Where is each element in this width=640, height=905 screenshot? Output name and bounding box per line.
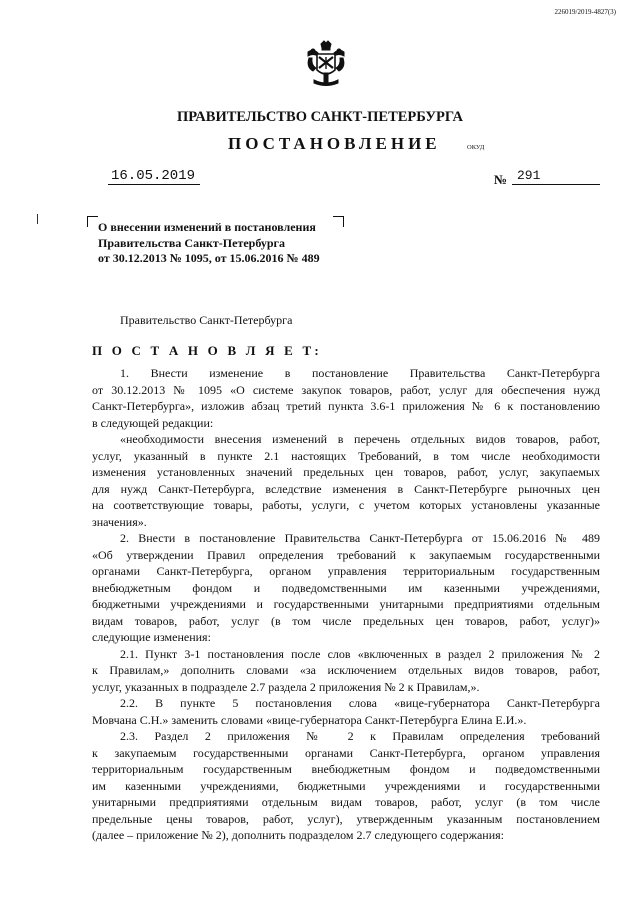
number-label: №	[494, 172, 508, 187]
body-line: 2. Внести в постановление Правительства Санкт-Петербурга от 15.06.2016 № 489	[120, 531, 600, 545]
body-line: бюджетными учреждениями и государственными унитарными предприятиями отдельным	[92, 597, 600, 611]
body-line: 2.3. Раздел 2 приложения № 2 к Правилам определения требований	[120, 729, 600, 743]
body-line: внебюджетным фондом и подведомственными им казенными учреждениями,	[92, 580, 600, 595]
body-line: для нужд Санкт-Петербурга, вследствие изменения в Санкт-Петербурге рыночных цен	[92, 481, 600, 496]
number-underline	[512, 184, 600, 185]
body-line: Санкт-Петербурга», изложив абзац третий пункта 3.6-1 приложения № 6 к постановлению	[92, 399, 600, 413]
body-line: значения».	[92, 514, 147, 529]
body-line: к закупаемым государственными органами Санкт-Петербурга, органом управления	[92, 745, 600, 760]
decree-subject	[98, 220, 320, 267]
body-line: от 30.12.2013 № 1095 «О системе закупок товаров, работ, услуг для обеспечения нужд	[92, 382, 600, 397]
decree-number: 291	[517, 168, 541, 183]
preamble: Правительство Санкт-Петербурга	[120, 313, 293, 327]
body-line: услуг, указанный в пункте 2.1 настоящих Требований, в том числе необходимости	[92, 448, 600, 463]
body-line: следующие изменения:	[92, 630, 211, 644]
subject-line: О внесении изменений в постановления	[98, 220, 316, 234]
body-line: 2.1. Пункт 3-1 постановления после слов «включенных в раздел 2 приложения № 2	[120, 646, 600, 661]
document-code: 226019/2019-4827(3)	[554, 8, 616, 16]
body-line: на соответствующие товары, работы, услуги, с учетом которых установлены указанные	[92, 498, 600, 512]
body-line: (далее – приложение № 2), дополнить подразделом 2.7 следующего содержания:	[92, 828, 504, 842]
government-title: ПРАВИТЕЛЬСТВО САНКТ-ПЕТЕРБУРГА	[177, 109, 463, 125]
margin-mark	[37, 214, 38, 224]
subject-corner-left	[87, 216, 98, 227]
body-line: Мовчана С.Н.» заменить словами «вице-губернатора Санкт-Петербурга Елина Е.И.».	[92, 712, 527, 727]
date-underline	[108, 184, 200, 185]
decree-date: 16.05.2019	[111, 168, 196, 184]
body-line: им казенными учреждениями, бюджетными учреждениями и государственными	[92, 778, 600, 793]
coat-of-arms-emblem	[304, 40, 348, 88]
subject-line: Правительства Санкт-Петербурга	[98, 235, 286, 250]
body-line: предельные цены товаров, работ, услуг), утвержденным указанным постановлением	[92, 811, 600, 826]
body-line: услуг, указанных в подразделе 2.7 раздела 2 приложения № 2 к Правилам,».	[92, 679, 480, 694]
body-line: 1. Внести изменение в постановление Правительства Санкт-Петербурга	[120, 366, 600, 380]
decree-word: П О С Т А Н О В Л Я Е Т:	[92, 343, 322, 358]
body-line: органами Санкт-Петербурга, органом управления территориальным государственным	[92, 564, 600, 578]
decree-body	[92, 365, 600, 844]
body-line: 2.2. В пункте 5 постановления слова «вице-губернатора Санкт-Петербурга	[120, 696, 600, 710]
body-line: унитарными предприятиями отдельным видам товаров, работ, услуг (в том числе	[92, 795, 600, 809]
body-line: «необходимости внесения изменений в перечень отдельных видов товаров, работ,	[120, 432, 600, 446]
body-line: изменения установленных значений предельных цен товаров, работ, услуг, закупаемых	[92, 465, 600, 479]
okud-label: ОКУД	[467, 144, 485, 151]
subject-line: от 30.12.2013 № 1095, от 15.06.2016 № 489	[98, 251, 320, 265]
body-line: в следующей редакции:	[92, 415, 214, 430]
body-line: к Правилам,» дополнить словами «за исключением отдельных видов товаров, работ,	[92, 663, 600, 677]
body-line: территориальным государственным внебюджетным фондом и подведомственными	[92, 762, 600, 776]
decree-title: ПОСТАНОВЛЕНИЕ	[228, 134, 441, 153]
subject-corner-right	[333, 216, 344, 227]
body-line: «Об утверждении Правил определения требований к закупаемым государственными	[92, 547, 600, 562]
body-line: видам товаров, работ, услуг (в том числе предельных цен товаров, работ, услуг)»	[92, 613, 600, 628]
